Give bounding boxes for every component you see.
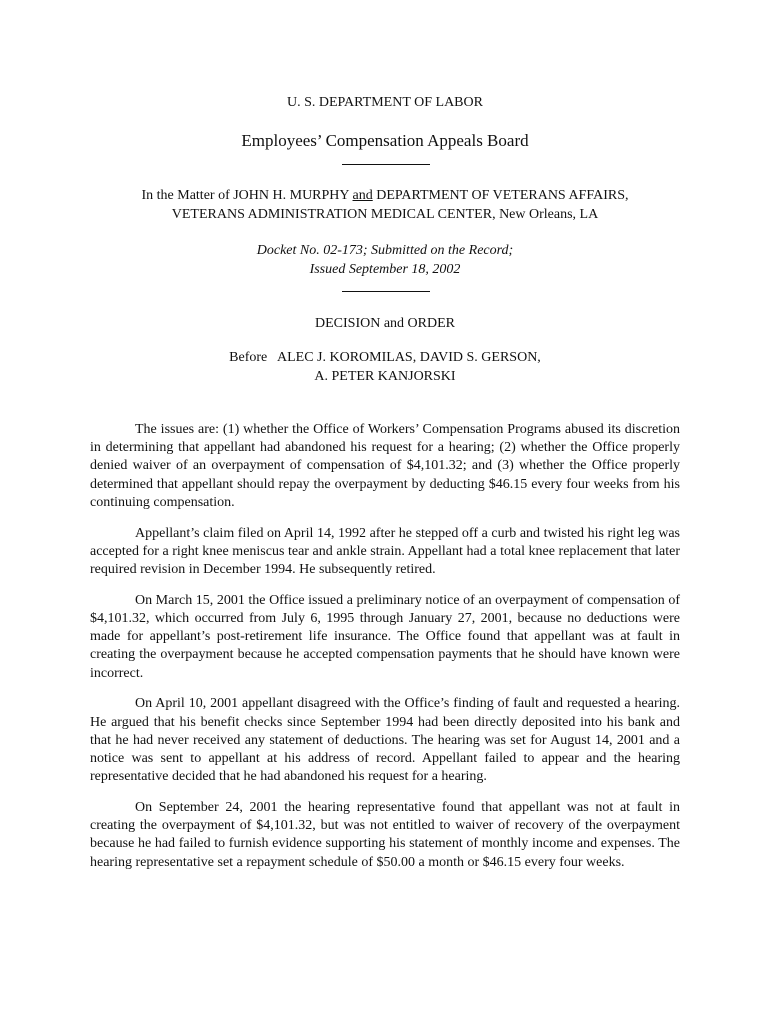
docket-line-1: Docket No. 02-173; Submitted on the Record;: [256, 243, 514, 258]
docket-line-2: Issued September 18, 2002: [309, 262, 461, 277]
caption-agency: DEPARTMENT OF VETERANS AFFAIRS,: [372, 188, 629, 203]
paragraph: On September 24, 2001 the hearing representative found that appellant was not at fault in creating the overpayment of $4,101.32, but was not entitled to waiver of recovery of the overpayment because he had failed to furnish evidence supporting his statement of monthly income and expenses. The hearing representative set a repayment schedule of $50.00 a month or $46.15 every four weeks.: [90, 800, 680, 870]
paragraph: Appellant’s claim filed on April 14, 1992 after he stepped off a curb and twisted his right leg was accepted for a right knee meniscus tear and ankle strain. Appellant had a total knee replacement that later required revision in December 1994. He subsequently retired.: [90, 525, 680, 578]
docket-divider: [342, 291, 430, 292]
caption-and: and: [352, 188, 373, 203]
paragraph: On April 10, 2001 appellant disagreed with the Office’s finding of fault and requested a hearing. He argued that his benefit checks since September 1994 had been directly deposited into his bank and that he had never received any statement of deductions. The hearing was set for August 14, 2001 and a notice was sent to appellant at his address of record. Appellant failed to appear and the hearing representative decided that he had abandoned his request for a hearing.: [90, 696, 680, 785]
agency-name: U. S. DEPARTMENT OF LABOR: [287, 95, 483, 110]
panel-members: [90, 348, 680, 386]
board-title: Employees’ Compensation Appeals Board: [241, 131, 529, 150]
panel-line-1: Before ALEC J. KOROMILAS, DAVID S. GERSON,: [229, 350, 541, 365]
case-caption-line-1: [90, 186, 680, 205]
case-caption: [90, 186, 680, 224]
panel-line-2: A. PETER KANJORSKI: [314, 369, 456, 384]
paragraph: On March 15, 2001 the Office issued a preliminary notice of an overpayment of compensation of $4,101.32, which occurred from July 6, 1995 through January 27, 2001, because no deductions were made for appellant’s post-retirement life insurance. The Office found that appellant was at fault in creating the overpayment because he accepted compensation payments that he should have known were incorrect.: [90, 592, 680, 681]
paragraph: The issues are: (1) whether the Office of Workers’ Compensation Programs abused its discretion in determining that appellant had abandoned his request for a hearing; (2) whether the Office properly denied waiver of an overpayment of compensation of $4,101.32; and (3) whether the Office properly determined that appellant should repay the overpayment by deducting $46.15 every four weeks from his continuing compensation.: [90, 422, 680, 510]
case-caption-line-2: VETERANS ADMINISTRATION MEDICAL CENTER, New Orleans, LA: [171, 207, 599, 222]
caption-prefix: In the Matter of JOHN H. MURPHY: [141, 188, 353, 203]
decision-body: [90, 421, 680, 884]
docket-info: [90, 241, 680, 279]
title-divider: [342, 164, 430, 165]
decision-heading: DECISION and ORDER: [315, 316, 455, 331]
